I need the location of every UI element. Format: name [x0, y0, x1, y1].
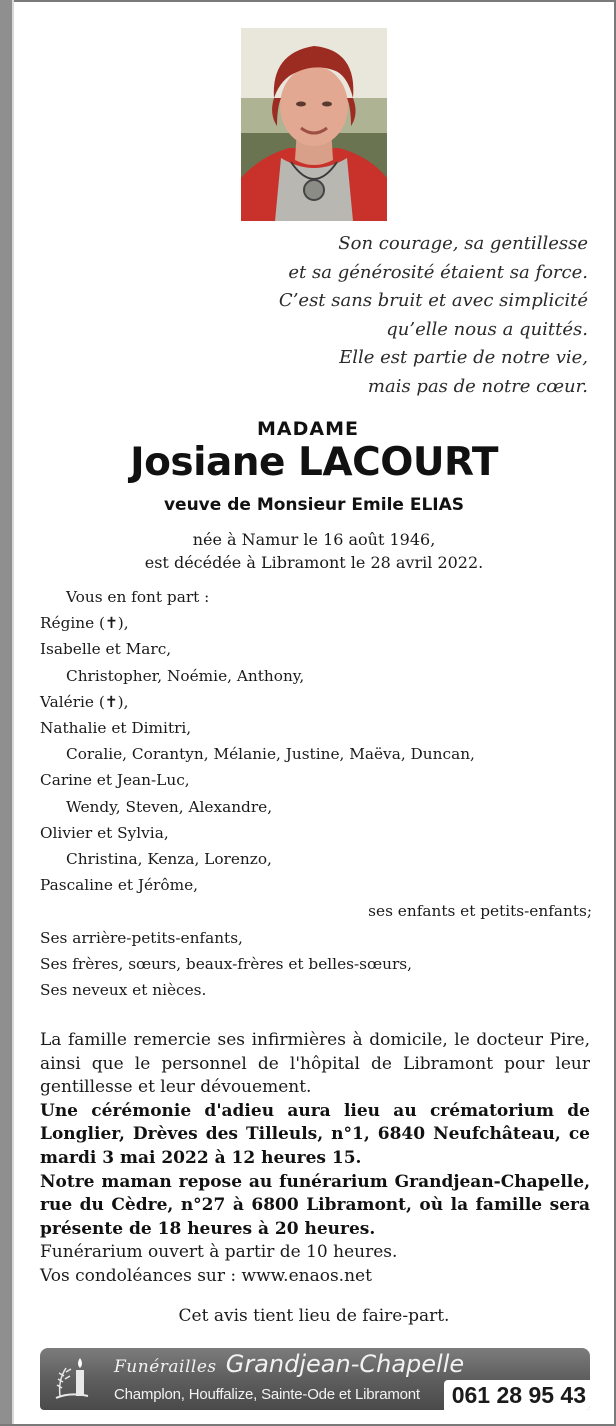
poem-line: et sa générosité étaient sa force. — [288, 261, 588, 283]
frame-left-inner — [12, 0, 14, 1426]
family-line: Coralie, Corantyn, Mélanie, Justine, Maëva, Duncan, — [66, 745, 475, 764]
family-line: Nathalie et Dimitri, — [40, 719, 192, 738]
portrait-photo — [241, 28, 387, 221]
ceremony-paragraph: Une cérémonie d'adieu aura lieu au crématorium de Longlier, Drèves des Tilleuls, n°1, 6840 Neufchâteau, ce mardi 3 mai 2022 à 12 heures 15. — [40, 1100, 590, 1168]
death-line: est décédée à Libramont le 28 avril 2022. — [144, 553, 484, 572]
brand-name: Grandjean-Chapelle — [225, 1350, 465, 1378]
poem-line: C’est sans bruit et avec simplicité — [278, 290, 588, 312]
family-list — [40, 584, 592, 1003]
poem-line: mais pas de notre cœur. — [367, 375, 588, 397]
thanks-paragraph: La famille remercie ses infirmières à domicile, le docteur Pire, ainsi que le personnel de l'hôpital de Libramont pour leur gentillesse et leur dévouement. — [40, 1030, 590, 1098]
honorific: MADAME — [257, 418, 359, 440]
family-line: Régine (✝), — [40, 614, 129, 633]
brand-prefix: Funérailles — [114, 1357, 217, 1377]
family-line: Pascaline et Jérôme, — [40, 876, 199, 895]
family-line: Ses frères, sœurs, beaux-frères et belles-sœurs, — [40, 954, 412, 973]
life-dates — [0, 528, 616, 574]
family-intro: Vous en font part : — [66, 588, 210, 606]
phone-number: 061 28 95 43 — [444, 1380, 590, 1410]
funeral-home-name — [114, 1350, 464, 1378]
poem — [279, 230, 588, 402]
family-line: Christopher, Noémie, Anthony, — [66, 666, 305, 685]
poem-line: Son courage, sa gentillesse — [338, 233, 588, 254]
poem-line: Elle est partie de notre vie, — [339, 347, 588, 369]
funeral-home-banner — [40, 1348, 590, 1410]
family-line: Ses arrière-petits-enfants, — [40, 928, 243, 947]
closing-note: Cet avis tient lieu de faire-part. — [178, 1306, 450, 1326]
deceased-name: Josiane LACOURT — [130, 440, 498, 485]
family-line: Ses neveux et nièces. — [40, 981, 207, 1000]
family-line: Valérie (✝), — [40, 692, 129, 711]
hours-line: Funérarium ouvert à partir de 10 heures. — [40, 1242, 398, 1263]
family-line: Isabelle et Marc, — [40, 640, 172, 659]
poem-line: qu’elle nous a quittés. — [386, 318, 588, 340]
frame-top — [0, 0, 616, 2]
family-line: Christina, Kenza, Lorenzo, — [66, 850, 272, 869]
frame-left-band — [0, 0, 12, 1426]
spouse-line: veuve de Monsieur Emile ELIAS — [163, 495, 465, 515]
family-line: Carine et Jean-Luc, — [40, 771, 190, 790]
family-line: Wendy, Steven, Alexandre, — [66, 797, 273, 816]
family-line: Olivier et Sylvia, — [40, 823, 169, 842]
notice-text — [40, 1029, 590, 1289]
portrait-illustration — [241, 28, 387, 221]
repose-paragraph: Notre maman repose au funérarium Grandjean-Chapelle, rue du Cèdre, n°27 à 6800 Libramont, où la famille sera présente de 18 heures à 20 heures. — [40, 1171, 590, 1239]
family-summary: ses enfants et petits-enfants; — [368, 902, 592, 921]
birth-line: née à Namur le 16 août 1946, — [192, 530, 436, 549]
candle-wheat-icon — [48, 1352, 102, 1406]
condolences-line: Vos condoléances sur : www.enaos.net — [40, 1265, 372, 1286]
brand-locations: Champlon, Houffalize, Sainte-Ode et Libramont — [114, 1386, 420, 1403]
